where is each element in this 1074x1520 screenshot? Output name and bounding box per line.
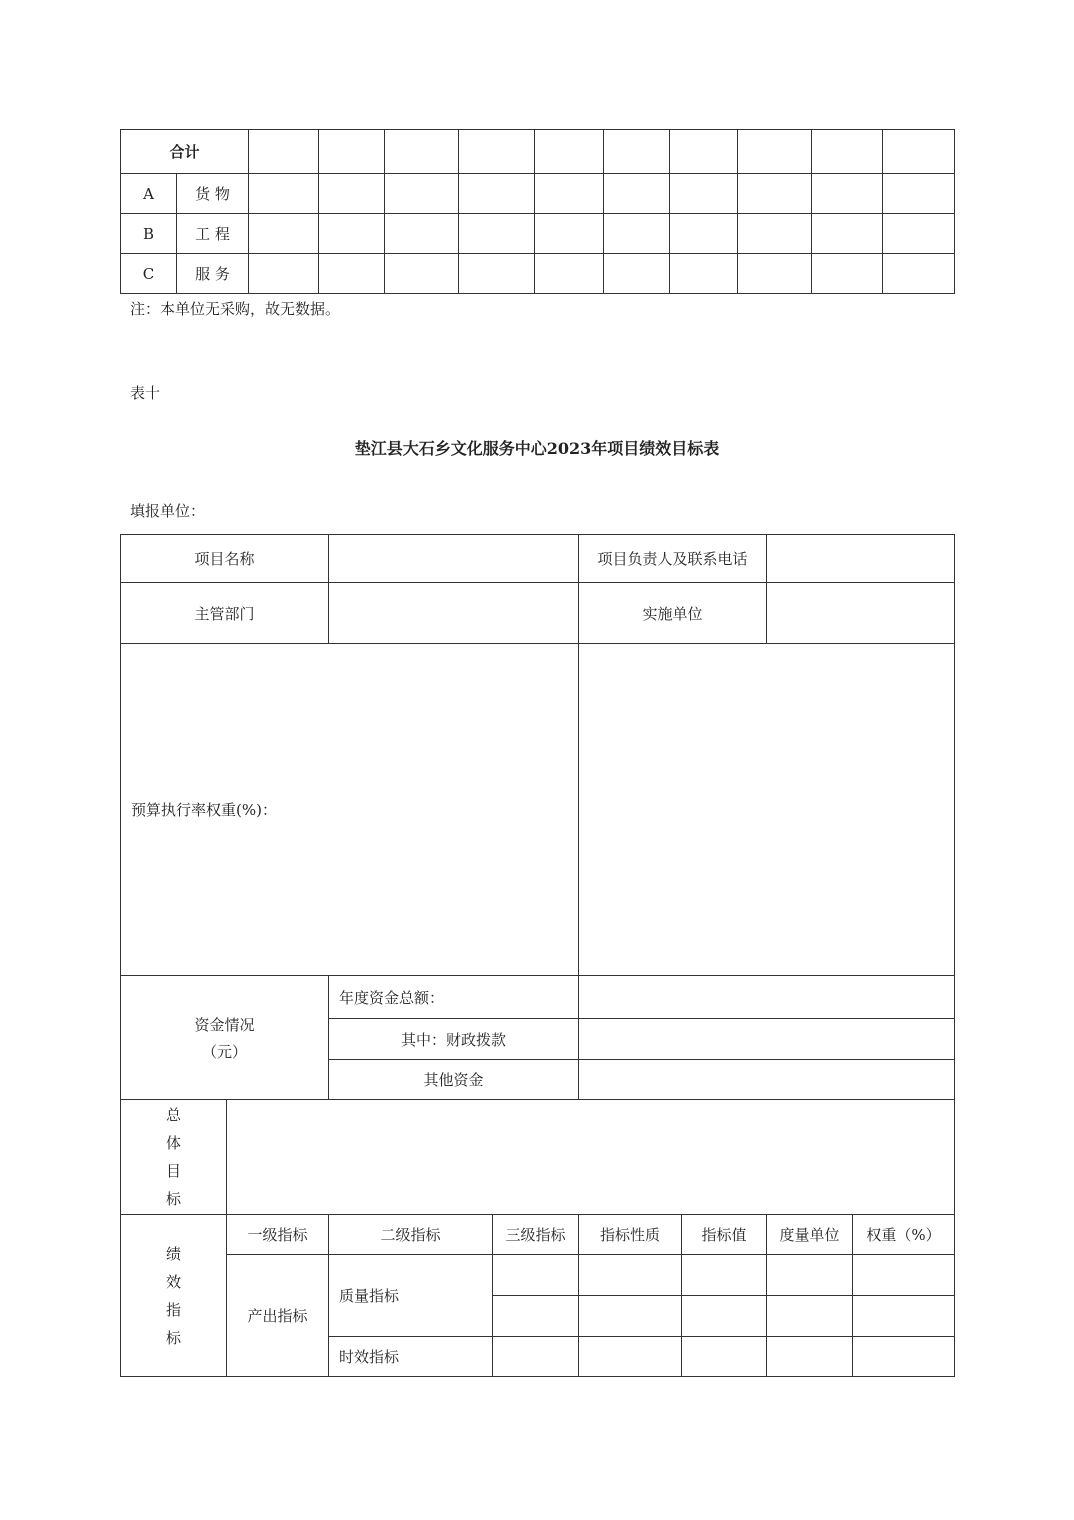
owner-phone-label: 项目负责人及联系电话 (579, 535, 767, 583)
impl-unit-label: 实施单位 (579, 583, 767, 644)
other-funds-value (579, 1060, 955, 1100)
header-weight: 权重（%） (853, 1215, 955, 1255)
table-row (121, 214, 955, 254)
page-title: 垫江县大石乡文化服务中心2023年项目绩效目标表 (354, 439, 720, 458)
budget-weight-value (579, 644, 955, 976)
table-row (121, 174, 955, 214)
fund-status-label (121, 976, 329, 1100)
overall-goal-char: 目 (165, 1162, 181, 1180)
output-indicator-label: 产出指标 (227, 1255, 329, 1377)
fiscal-funds-label: 其中：财政拨款 (329, 1019, 579, 1060)
fund-status-line2: （元） (202, 1042, 248, 1061)
total-label: 合计 (121, 130, 249, 174)
timeliness-indicator-label: 时效指标 (329, 1337, 493, 1377)
procurement-summary-table (120, 129, 955, 294)
impl-unit-value (767, 583, 955, 644)
table-number: 表十 (130, 384, 161, 402)
annual-total-label: 年度资金总额： (329, 976, 579, 1019)
owner-phone-value (767, 535, 955, 583)
fund-status-line1: 资金情况 (194, 1015, 255, 1034)
total-row (121, 130, 955, 174)
header-level1: 一级指标 (227, 1215, 329, 1255)
project-name-value (329, 535, 579, 583)
project-name-label: 项目名称 (121, 535, 329, 583)
overall-goal-char: 体 (165, 1134, 181, 1152)
dept-value (329, 583, 579, 644)
row-name: 货 物 (177, 174, 249, 214)
fill-unit-label: 填报单位： (130, 502, 206, 520)
row-code: B (121, 214, 177, 254)
header-level2: 二级指标 (329, 1215, 493, 1255)
row-code: A (121, 174, 177, 214)
perf-indicator-char: 绩 (165, 1244, 181, 1263)
overall-goal-char: 标 (165, 1190, 181, 1208)
row-name: 工 程 (177, 214, 249, 254)
header-level3: 三级指标 (493, 1215, 579, 1255)
perf-indicator-char: 指 (165, 1300, 181, 1319)
perf-indicator-char: 效 (165, 1272, 181, 1291)
header-unit: 度量单位 (767, 1215, 853, 1255)
overall-goal-char: 总 (165, 1106, 181, 1124)
perf-indicator-char: 标 (165, 1328, 181, 1347)
budget-weight-label: 预算执行率权重(%)： (121, 644, 579, 976)
perf-indicator-label (121, 1215, 227, 1377)
row-name: 服 务 (177, 254, 249, 294)
table-row (121, 254, 955, 294)
overall-goal-label (121, 1100, 227, 1215)
annual-total-value (579, 976, 955, 1019)
note-text: 注：本单位无采购，故无数据。 (130, 300, 341, 318)
dept-label: 主管部门 (121, 583, 329, 644)
overall-goal-value (227, 1100, 955, 1215)
row-code: C (121, 254, 177, 294)
header-value: 指标值 (682, 1215, 767, 1255)
fiscal-funds-value (579, 1019, 955, 1060)
other-funds-label: 其他资金 (329, 1060, 579, 1100)
quality-indicator-label: 质量指标 (329, 1255, 493, 1337)
performance-target-table (120, 534, 955, 1377)
header-nature: 指标性质 (579, 1215, 682, 1255)
